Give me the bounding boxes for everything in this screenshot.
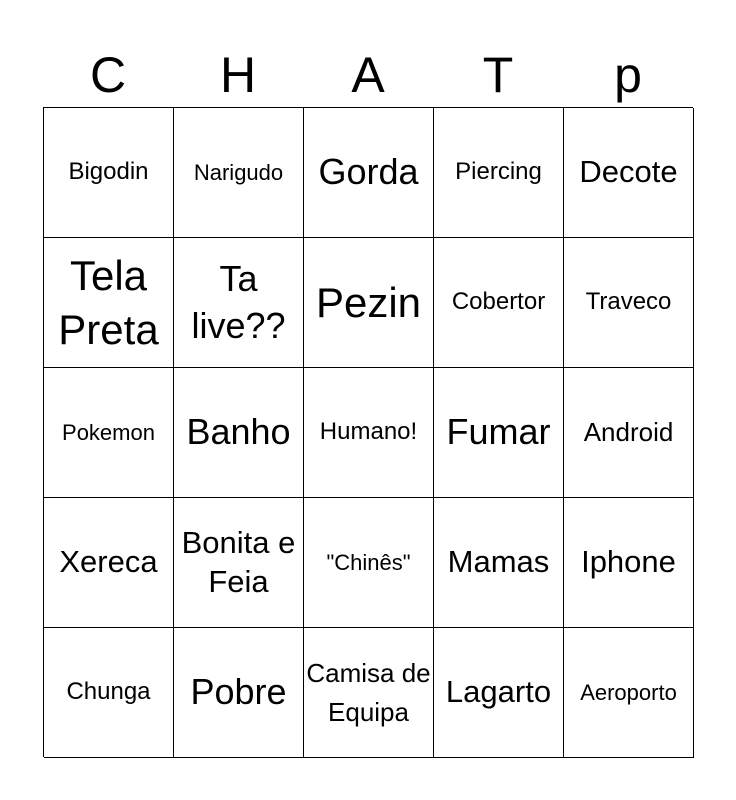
bingo-cell[interactable]: Lagarto bbox=[434, 628, 564, 758]
bingo-cell[interactable]: Cobertor bbox=[434, 238, 564, 368]
bingo-cell[interactable]: Ta live?? bbox=[174, 238, 304, 368]
bingo-cell[interactable]: Gorda bbox=[304, 108, 434, 238]
bingo-header bbox=[43, 44, 693, 106]
bingo-cell[interactable]: Bonita e Feia bbox=[174, 498, 304, 628]
header-letter-p: p bbox=[614, 47, 642, 103]
bingo-cell[interactable]: Chunga bbox=[44, 628, 174, 758]
bingo-cell[interactable]: Bigodin bbox=[44, 108, 174, 238]
bingo-cell[interactable]: Banho bbox=[174, 368, 304, 498]
header-letter-t: T bbox=[482, 47, 514, 103]
bingo-cell[interactable]: Fumar bbox=[434, 368, 564, 498]
bingo-cell[interactable]: Camisa de Equipa bbox=[304, 628, 434, 758]
bingo-cell[interactable]: Iphone bbox=[564, 498, 694, 628]
bingo-cell[interactable]: Humano! bbox=[304, 368, 434, 498]
bingo-cell[interactable]: Android bbox=[564, 368, 694, 498]
header-letter-a: A bbox=[351, 47, 385, 103]
bingo-cell[interactable]: Piercing bbox=[434, 108, 564, 238]
header-letter-h: H bbox=[219, 47, 257, 103]
bingo-cell[interactable]: Pobre bbox=[174, 628, 304, 758]
bingo-cell[interactable]: Decote bbox=[564, 108, 694, 238]
bingo-board bbox=[43, 107, 693, 757]
header-letter-c: C bbox=[89, 47, 127, 103]
bingo-cell[interactable]: Narigudo bbox=[174, 108, 304, 238]
bingo-cell[interactable]: Tela Preta bbox=[44, 238, 174, 368]
bingo-cell[interactable]: Pokemon bbox=[44, 368, 174, 498]
bingo-cell[interactable]: Xereca bbox=[44, 498, 174, 628]
bingo-cell[interactable]: Traveco bbox=[564, 238, 694, 368]
bingo-cell[interactable]: "Chinês" bbox=[304, 498, 434, 628]
bingo-cell[interactable]: Aeroporto bbox=[564, 628, 694, 758]
bingo-cell[interactable]: Pezin bbox=[304, 238, 434, 368]
bingo-cell[interactable]: Mamas bbox=[434, 498, 564, 628]
